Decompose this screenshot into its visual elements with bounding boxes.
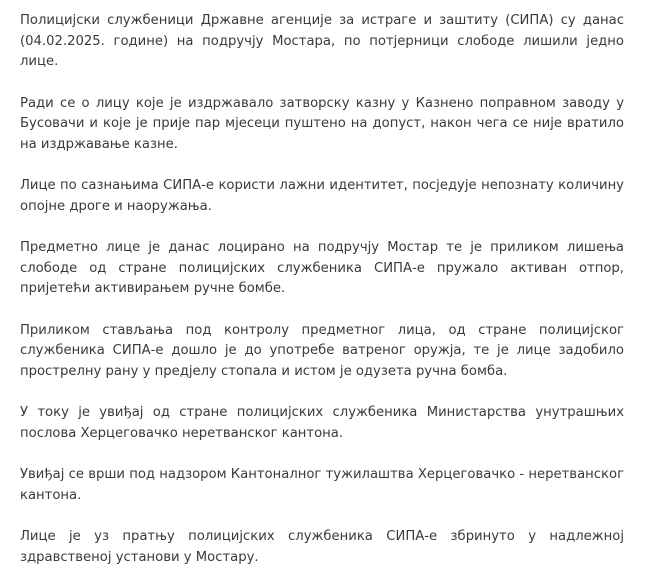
article-paragraph-6: У току је увиђај од стране полицијских службеника Министарства унутрашњих послова Херцеговачко неретванског кантона. [20,405,624,441]
article-paragraph-4: Предметно лице је данас лоцирано на подручју Мостар те је приликом лишења слободе од стране полицијских службеника СИПА-е пружало активан отпор, пријетећи активирањем ручне бомбе. [20,240,624,296]
article-paragraph-2: Ради се о лицу које је издржавало затворску казну у Казнено поправном заводу у Бусовачи и које је прије пар мјесеци пуштено на допуст, након чега се није вратило на издржавање казне. [20,95,624,152]
article-body [20,11,624,568]
article-paragraph-3: Лице по сазнањима СИПА-е користи лажни идентитет, посједује непознату количину опојне дроге и наоружања. [20,178,624,214]
article-paragraph-5: Приликом стављања под контролу предметног лица, од стране полицијског службеника СИПА-е дошло је до употребе ватреног оружја, те је лице задобило прострелну рану у предјелу стопала и истом је одузета ручна бомба. [20,322,624,379]
article-paragraph-7: Увиђај се врши под надзором Кантоналног тужилаштва Херцеговачко - неретванског кантона. [20,467,624,503]
article-paragraph-1: Полицијски службеници Државне агенције за истраге и заштиту (СИПА) су данас (04.02.2025. године) на подручју Мостара, по потјерници слободе лишили једно лице. [20,13,624,69]
article-paragraph-8: Лице је уз пратњу полицијских службеника СИПА-е збринуто у надлежној здравственој установи у Мостару. [20,529,624,565]
